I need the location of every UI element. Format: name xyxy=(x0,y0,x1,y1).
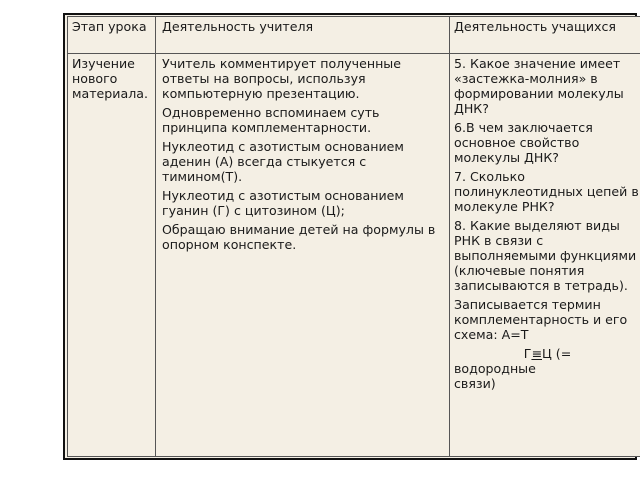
teacher-paragraph: Учитель комментирует полученные ответы на вопросы, используя компьютерную презентацию. xyxy=(162,56,401,101)
cell-students-activity xyxy=(450,54,640,457)
formula-c: Ц (= xyxy=(542,346,572,361)
teacher-paragraph: Обращаю внимание детей на формулы в опорном конспекте. xyxy=(162,222,436,252)
header-stage: Этап урока xyxy=(68,17,156,54)
formula-tail-1: водородные xyxy=(454,361,536,376)
teacher-paragraph: Нуклеотид с азотистым основанием аденин (А) всегда стыкуется с тимином(Т). xyxy=(162,139,404,184)
student-question: 6.В чем заключается основное свойство молекулы ДНК? xyxy=(454,120,593,165)
formula-gc xyxy=(454,346,640,361)
header-teacher-activity: Деятельность учителя xyxy=(156,17,450,54)
student-question: 5. Какое значение имеет «застежка-молния» в формировании молекулы ДНК? xyxy=(454,56,624,116)
formula-triple-bond: ≡ xyxy=(531,346,542,361)
teacher-paragraph: Нуклеотид с азотистым основанием гуанин (Г) с цитозином (Ц); xyxy=(162,188,404,218)
teacher-paragraph: Одновременно вспоминаем суть принципа комплементарности. xyxy=(162,105,380,135)
student-question: 8. Какие выделяют виды РНК в связи с выполняемыми функциями (ключевые понятия записываются в тетрадь). xyxy=(454,218,637,293)
formula-tail-2: связи) xyxy=(454,376,496,391)
lesson-table xyxy=(67,16,640,457)
header-students-activity: Деятельность учащихся xyxy=(450,17,640,54)
student-question: 7. Сколько полинуклеотидных цепей в молекуле РНК? xyxy=(454,169,639,214)
table-header-row xyxy=(68,17,640,54)
formula-g: Г xyxy=(523,346,532,361)
cell-stage: Изучение нового материала. xyxy=(68,54,156,457)
table-row xyxy=(68,54,640,457)
cell-teacher-activity xyxy=(156,54,450,457)
student-paragraph: Записывается термин комплементарность и его схема: А=Т xyxy=(454,297,628,342)
